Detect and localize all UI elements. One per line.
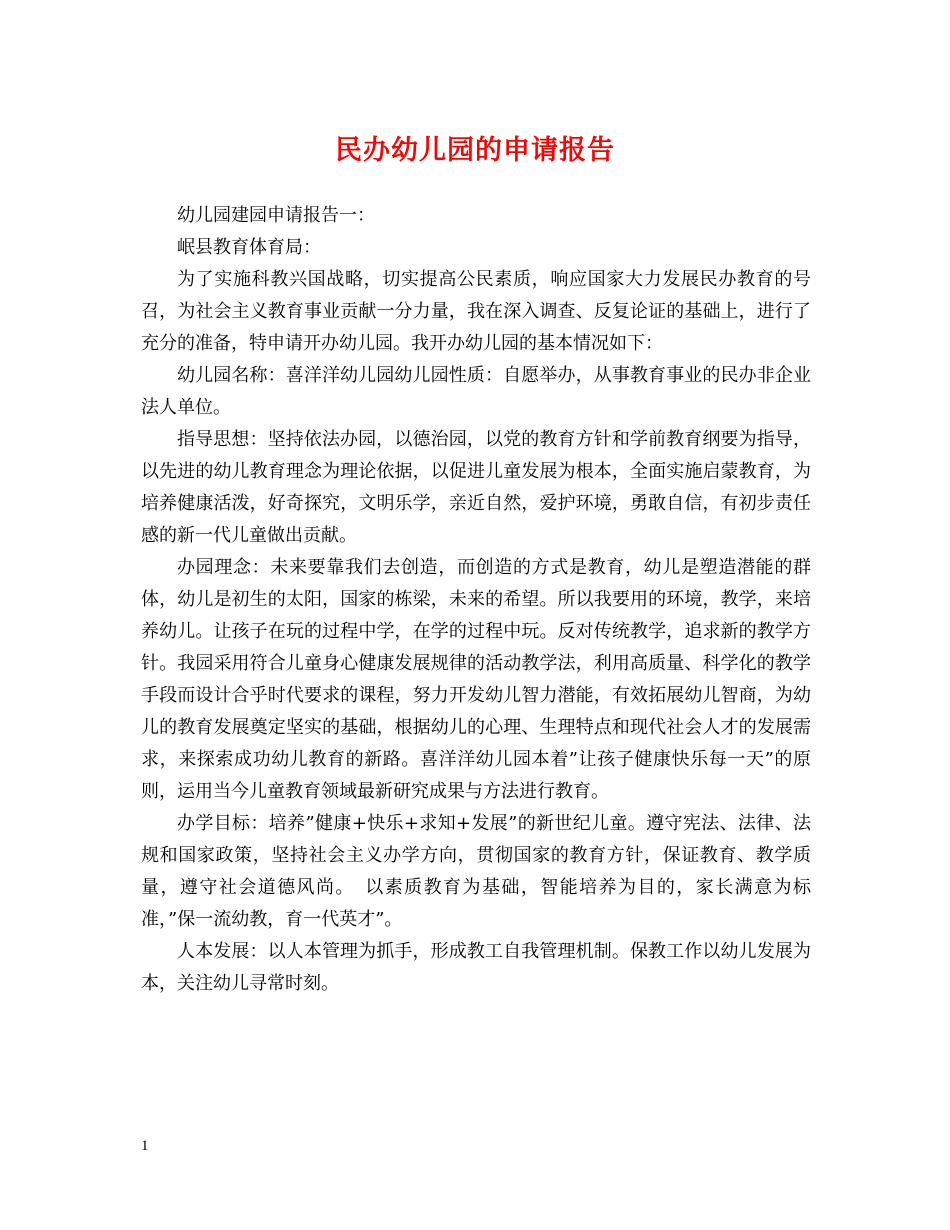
paragraph-introduction: 为了实施科教兴国战略，切实提高公民素质，响应国家大力发展民办教育的号召，为社会主义教育事业贡献一分力量，我在深入调查、反复论证的基础上，进行了充分的准备，特申请开办幼儿园。我开办幼儿园的基本情况如下：	[141, 269, 811, 354]
paragraph-school-philosophy: 办园理念：未来要靠我们去创造，而创造的方式是教育，幼儿是塑造潜能的群体，幼儿是初生的太阳，国家的栋梁，未来的希望。所以我要用的环境，教学，来培养幼儿。让孩子在玩的过程中学，在学的过程中玩。反对传统教学，追求新的教学方针。我园采用符合儿童身心健康发展规律的活动教学法，利用高质量、科学化的教学手段而设计合乎时代要求的课程，努力开发幼儿智力潜能，有效拓展幼儿智商，为幼儿的教育发展奠定坚实的基础，根据幼儿的心理、生理特点和现代社会人才的发展需求，来探索成功幼儿教育的新路。喜洋洋幼儿园本着”让孩子健康快乐每一天”的原则，运用当今儿童教育领域最新研究成果与方法进行教育。	[141, 557, 811, 802]
paragraph-human-development: 人本发展：以人本管理为抓手，形成教工自我管理机制。保教工作以幼儿发展为本，关注幼儿寻常时刻。	[141, 941, 811, 994]
page-number: 1	[141, 1138, 149, 1154]
paragraph-kindergarten-name: 幼儿园名称：喜洋洋幼儿园幼儿园性质：自愿举办，从事教育事业的民办非企业法人单位。	[141, 365, 811, 418]
document-title: 民办幼儿园的申请报告	[335, 135, 615, 166]
paragraph-greeting-heading: 幼儿园建园申请报告一：	[177, 205, 375, 226]
paragraph-addressee: 岷县教育体育局：	[177, 237, 321, 258]
paragraph-school-goals: 办学目标：培养”健康+快乐+求知+发展”的新世纪儿童。遵守宪法、法律、法规和国家政策，坚持社会主义办学方向，贯彻国家的教育方针，保证教育、教学质量，遵守社会道德风尚。 以素质教育为基础，智能培养为目的，家长满意为标准，”保一流幼教，育一代英才”。	[141, 813, 811, 930]
paragraph-guiding-ideology: 指导思想：坚持依法办园，以德治园，以党的教育方针和学前教育纲要为指导，以先进的幼儿教育理念为理论依据，以促进儿童发展为根本，全面实施启蒙教育，为培养健康活泼，好奇探究，文明乐学，亲近自然，爱护环境，勇敢自信，有初步责任感的新一代儿童做出贡献。	[141, 429, 811, 546]
document-body	[141, 200, 811, 1000]
